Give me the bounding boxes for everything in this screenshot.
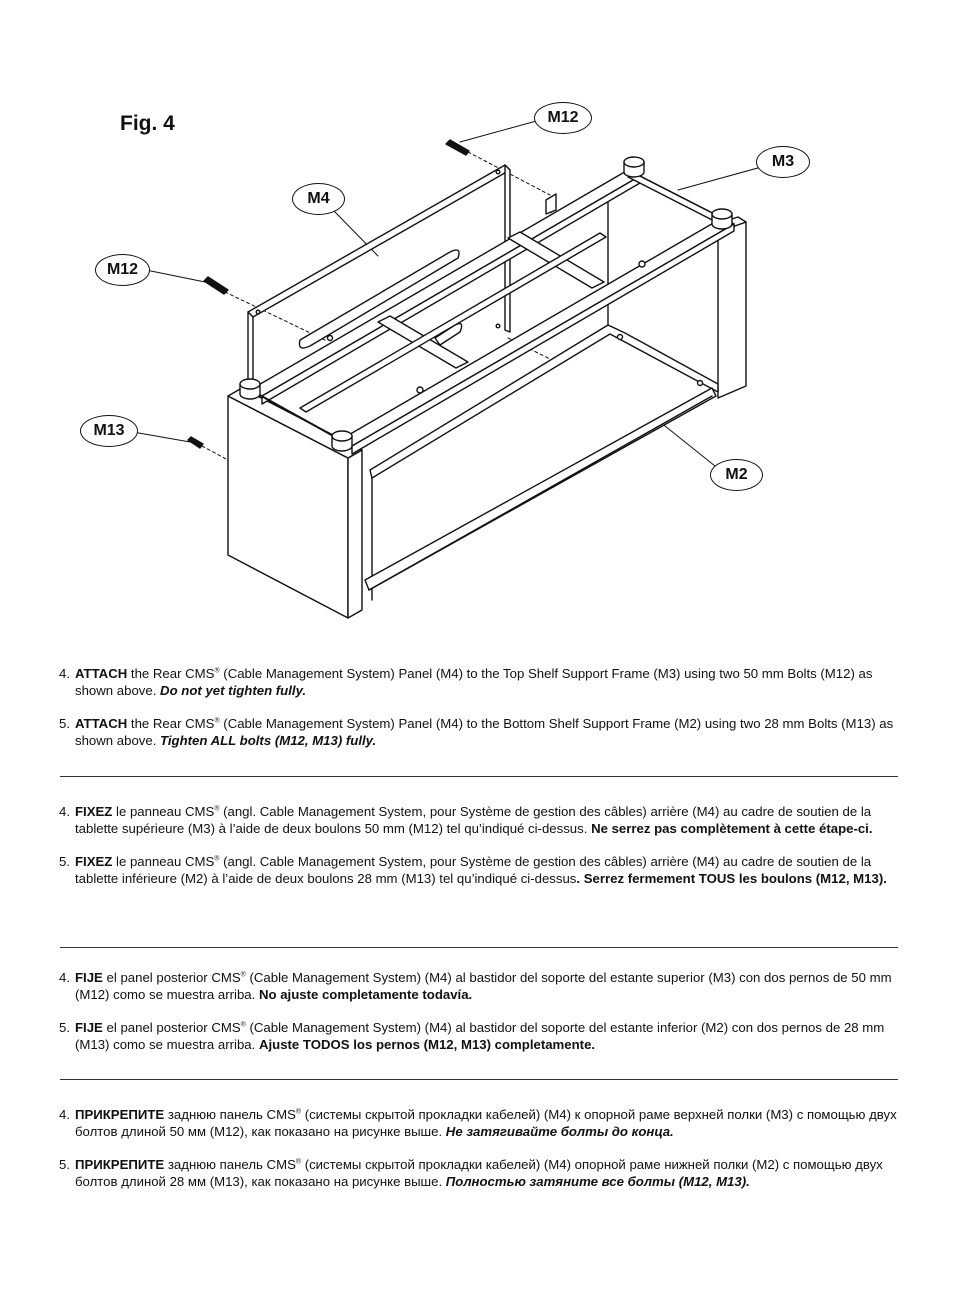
callout-m3: M3 [756,146,810,178]
instruction-step: 5. ПРИКРЕПИТЕ заднюю панель CMS® (системы скрытой прокладки кабелей) (M4) опорной раме нижней полки (M2) с помощью двух болтов длиной 28 мм (M13), как показано на рисунке выше. Полностью затяните все болты (M12, M13). [59,1157,883,1189]
callout-m12-left: M12 [95,254,150,286]
section-divider [60,776,898,777]
shelf-assembly-drawing [0,0,954,640]
section-divider [60,1079,898,1080]
instructions-russian [59,1106,899,1190]
callout-m4: M4 [292,183,345,215]
instruction-step: 4. FIXEZ le panneau CMS® (angl. Cable Management System, pour Système de gestion des câbles) arrière (M4) au cadre de soutien de la tablette supérieure (M3) à l’aide de deux boulons 50 mm (M12) tel qu’indiqué ci-dessus. Ne serrez pas complètement à cette étape-ci. [59,804,873,836]
instruction-step: 4. FIJE el panel posterior CMS® (Cable Management System) (M4) al bastidor del soporte del estante superior (M3) con dos pernos de 50 mm (M12) como se muestra arriba. No ajuste completamente todavía. [59,970,892,1002]
section-divider [60,947,898,948]
callout-m2: M2 [710,459,763,491]
instruction-step: 5. FIJE el panel posterior CMS® (Cable Management System) (M4) al bastidor del soporte del estante inferior (M2) con dos pernos de 28 mm (M13) como se muestra arriba. Ajuste TODOS los pernos (M12, M13) completamente. [59,1020,885,1052]
callout-m13: M13 [80,415,138,447]
instruction-step: 4. ПРИКРЕПИТЕ заднюю панель CMS® (системы скрытой прокладки кабелей) (M4) к опорной раме верхней полки (M3) с помощью двух болтов длиной 50 мм (M12), как показано на рисунке выше. Не затягивайте болты до конца. [59,1107,897,1139]
instructions-english [59,665,899,749]
assembly-figure [0,0,954,640]
instructions-french [59,803,899,887]
instruction-step: 5. FIXEZ le panneau CMS® (angl. Cable Management System, pour Système de gestion des câbles) arrière (M4) au cadre de soutien de la tablette inférieure (M2) à l’aide de deux boulons 28 mm (M13) tel qu’indiqué ci-dessus. Serrez fermement TOUS les boulons (M12, M13). [59,854,887,886]
instruction-step: 5. ATTACH the Rear CMS® (Cable Management System) Panel (M4) to the Bottom Shelf Support Frame (M2) using two 28 mm Bolts (M13) as shown above. Tighten ALL bolts (M12, M13) fully. [59,716,894,748]
instruction-step: 4. ATTACH the Rear CMS® (Cable Management System) Panel (M4) to the Top Shelf Support Frame (M3) using two 50 mm Bolts (M12) as shown above. Do not yet tighten fully. [59,666,873,698]
callout-m12-top: M12 [534,102,592,134]
figure-title: Fig. 4 [120,112,175,135]
instructions-spanish [59,969,899,1053]
